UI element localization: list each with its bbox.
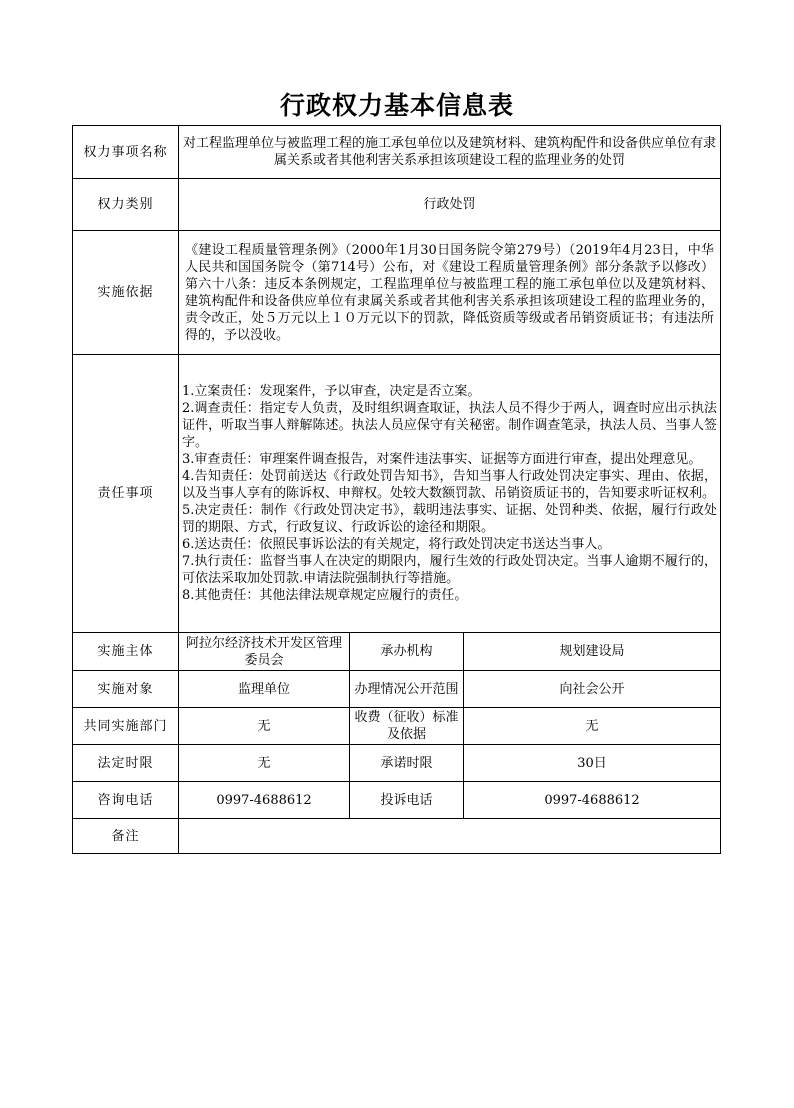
duty-item: 1.立案责任：发现案件，予以审查，决定是否立案。 bbox=[182, 384, 481, 399]
row-subject bbox=[73, 633, 721, 671]
page-title: 行政权力基本信息表 bbox=[279, 91, 514, 120]
value-promised-deadline: 30日 bbox=[464, 745, 721, 782]
label-subject: 实施主体 bbox=[73, 633, 179, 671]
value-complaint-phone: 0997-4688612 bbox=[464, 782, 721, 819]
label-fee: 收费（征收）标准及依据 bbox=[350, 708, 464, 745]
row-target bbox=[73, 671, 721, 708]
value-basis: 《建设工程质量管理条例》（2000年1月30日国务院令第279号）（2019年4月23日，中华人民共和国国务院令（第714号）公布，对《建设工程质量管理条例》部分条款予以修改）第六十八条：违反本条例规定，工程监理单位与被监理工程的施工承包单位以及建筑材料、建筑构配件和设备供应单位有隶属关系或者其他利害关系承担该项建设工程的监理业务的，责令改正，处５万元以上１０万元以下的罚款，降低资质等级或者吊销资质证书；有违法所得的，予以没收。 bbox=[179, 231, 721, 355]
info-table bbox=[72, 125, 721, 854]
label-legal-deadline: 法定时限 bbox=[73, 745, 179, 782]
row-power-category bbox=[73, 179, 721, 231]
value-power-category: 行政处罚 bbox=[179, 179, 721, 231]
label-duties: 责任事项 bbox=[73, 355, 179, 633]
label-basis: 实施依据 bbox=[73, 231, 179, 355]
value-disclosure: 向社会公开 bbox=[464, 671, 721, 708]
row-phone bbox=[73, 782, 721, 819]
label-power-name: 权力事项名称 bbox=[73, 126, 179, 179]
value-agency: 规划建设局 bbox=[464, 633, 721, 671]
row-basis bbox=[73, 231, 721, 355]
label-remark: 备注 bbox=[73, 819, 179, 854]
label-complaint-phone: 投诉电话 bbox=[350, 782, 464, 819]
row-duties bbox=[73, 355, 721, 633]
value-remark bbox=[179, 819, 721, 854]
label-promised-deadline: 承诺时限 bbox=[350, 745, 464, 782]
value-power-name: 对工程监理单位与被监理工程的施工承包单位以及建筑材料、建筑构配件和设备供应单位有隶属关系或者其他利害关系承担该项建设工程的监理业务的处罚 bbox=[179, 126, 721, 179]
duty-item: 4.告知责任：处罚前送达《行政处罚告知书》，告知当事人行政处罚决定事实、理由、依据，以及当事人享有的陈诉权、申辩权。处较大数额罚款、吊销资质证书的，告知要求听证权利。 bbox=[182, 469, 718, 501]
duty-item: 5.决定责任：制作《行政处罚决定书》，载明违法事实、证据、处罚种类、依据，履行行政处罚的期限、方式，行政复议、行政诉讼的途径和期限。 bbox=[182, 503, 718, 535]
value-consult-phone: 0997-4688612 bbox=[179, 782, 350, 819]
label-consult-phone: 咨询电话 bbox=[73, 782, 179, 819]
label-joint-dept: 共同实施部门 bbox=[73, 708, 179, 745]
duty-item: 6.送达责任：依照民事诉讼法的有关规定，将行政处罚决定书送达当事人。 bbox=[182, 537, 611, 552]
row-power-name bbox=[73, 126, 721, 179]
label-target: 实施对象 bbox=[73, 671, 179, 708]
row-joint bbox=[73, 708, 721, 745]
label-disclosure: 办理情况公开范围 bbox=[350, 671, 464, 708]
duty-item: 2.调查责任：指定专人负责，及时组织调查取证，执法人员不得少于两人，调查时应出示执法证件，听取当事人辩解陈述。执法人员应保守有关秘密。制作调查笔录，执法人员、当事人签字。 bbox=[182, 401, 718, 450]
duty-item: 3.审查责任：审理案件调查报告，对案件违法事实、证据等方面进行审查，提出处理意见。 bbox=[182, 452, 702, 467]
label-agency: 承办机构 bbox=[350, 633, 464, 671]
duty-item: 7.执行责任：监督当事人在决定的期限内，履行生效的行政处罚决定。当事人逾期不履行的，可依法采取加处罚款.申请法院强制执行等措施。 bbox=[182, 554, 718, 586]
value-fee: 无 bbox=[464, 708, 721, 745]
duty-item: 8.其他责任：其他法律法规章规定应履行的责任。 bbox=[182, 588, 468, 603]
row-remark bbox=[73, 819, 721, 854]
row-deadline bbox=[73, 745, 721, 782]
value-legal-deadline: 无 bbox=[179, 745, 350, 782]
value-duties bbox=[179, 355, 721, 633]
value-joint-dept: 无 bbox=[179, 708, 350, 745]
label-power-category: 权力类别 bbox=[73, 179, 179, 231]
value-subject: 阿拉尔经济技术开发区管理委员会 bbox=[179, 633, 350, 671]
value-target: 监理单位 bbox=[179, 671, 350, 708]
